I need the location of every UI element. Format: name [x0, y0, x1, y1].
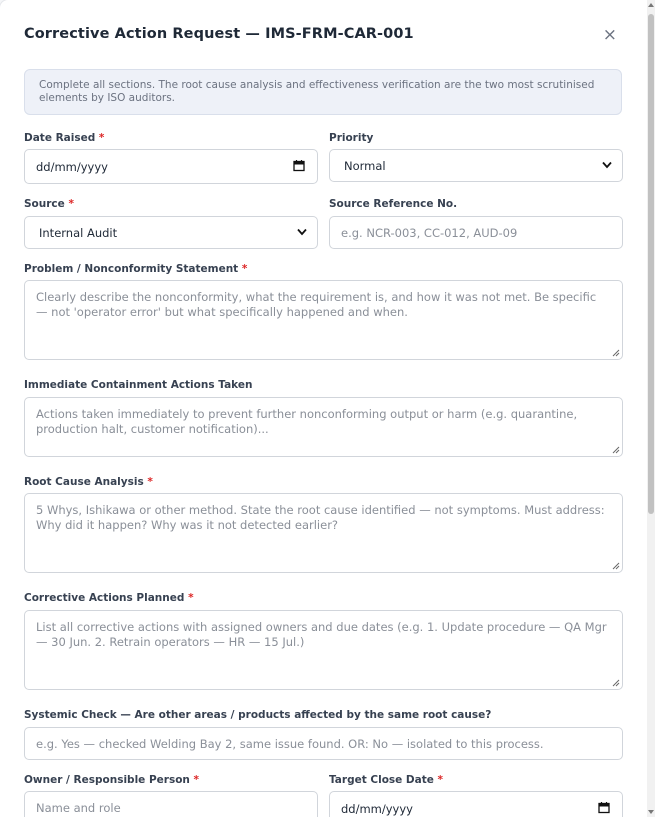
source-reference-input[interactable]	[329, 216, 623, 249]
source-reference-placeholder: e.g. NCR-003, CC-012, AUD-09	[341, 225, 518, 240]
owner-label: Owner / Responsible Person *	[24, 774, 200, 786]
corrective-label: Corrective Actions Planned *	[24, 592, 194, 604]
corrective-textarea[interactable]	[24, 610, 623, 690]
source-label: Source *	[24, 198, 74, 210]
resize-grip-icon[interactable]	[612, 446, 620, 454]
scroll-up-arrow[interactable]	[648, 3, 654, 7]
resize-grip-icon[interactable]	[612, 349, 620, 357]
scrollbar-thumb[interactable]	[648, 14, 654, 514]
required-marker: *	[68, 198, 74, 210]
target-close-input[interactable]	[329, 791, 623, 817]
date-raised-label: Date Raised *	[24, 132, 105, 144]
containment-label: Immediate Containment Actions Taken	[24, 379, 253, 391]
systemic-input[interactable]	[24, 727, 623, 760]
chevron-down-icon	[602, 160, 612, 171]
priority-select[interactable]	[329, 149, 623, 182]
problem-label: Problem / Nonconformity Statement *	[24, 263, 248, 275]
modal-header	[24, 26, 617, 48]
close-icon[interactable]: ×	[602, 25, 617, 45]
owner-input[interactable]	[24, 791, 318, 817]
root-cause-placeholder: 5 Whys, Ishikawa or other method. State the root cause identified — not symptoms. Must address: Why did it happen? Why was it not detected earlier?	[36, 503, 605, 532]
problem-textarea[interactable]	[24, 280, 623, 360]
calendar-icon[interactable]	[598, 801, 610, 816]
chevron-down-icon	[297, 227, 307, 238]
root-cause-textarea[interactable]	[24, 493, 623, 573]
source-select[interactable]	[24, 216, 318, 249]
systemic-placeholder: e.g. Yes — checked Welding Bay 2, same issue found. OR: No — isolated to this process.	[36, 736, 544, 751]
resize-grip-icon[interactable]	[612, 679, 620, 687]
info-banner: Complete all sections. The root cause analysis and effectiveness verification are the two most scrutinised elements by ISO auditors.	[24, 69, 622, 115]
target-close-value: dd/mm/yyyy	[341, 801, 413, 816]
required-marker: *	[193, 774, 200, 786]
scrollbar[interactable]	[647, 0, 655, 817]
required-marker: *	[188, 592, 194, 604]
priority-label: Priority	[329, 132, 374, 144]
systemic-label: Systemic Check — Are other areas / products affected by the same root cause?	[24, 709, 492, 721]
source-reference-label: Source Reference No.	[329, 198, 458, 210]
modal-title: Corrective Action Request — IMS-FRM-CAR-001	[24, 26, 414, 42]
root-cause-label: Root Cause Analysis *	[24, 476, 153, 488]
containment-placeholder: Actions taken immediately to prevent further nonconforming output or harm (e.g. quarantine, production halt, customer notification)...	[36, 407, 578, 436]
resize-grip-icon[interactable]	[612, 562, 620, 570]
corrective-placeholder: List all corrective actions with assigned owners and due dates (e.g. 1. Update procedure — QA Mgr — 30 Jun. 2. Retrain operators — HR — 15 Jul.)	[36, 620, 607, 649]
problem-placeholder: Clearly describe the nonconformity, what the requirement is, and how it was not met. Be specific — not 'operator error' but what specifically happened and when.	[36, 290, 597, 319]
date-raised-value: dd/mm/yyyy	[36, 159, 108, 174]
required-marker: *	[437, 774, 444, 786]
date-raised-input[interactable]	[24, 149, 318, 184]
required-marker: *	[241, 263, 248, 275]
calendar-icon[interactable]	[293, 159, 305, 174]
priority-value: Normal	[344, 158, 386, 173]
required-marker: *	[147, 476, 153, 488]
source-value: Internal Audit	[39, 225, 118, 240]
required-marker: *	[98, 132, 105, 144]
containment-textarea[interactable]	[24, 397, 623, 457]
owner-placeholder: Name and role	[36, 800, 121, 815]
target-close-label: Target Close Date *	[329, 774, 444, 786]
scroll-down-arrow[interactable]	[648, 810, 654, 814]
